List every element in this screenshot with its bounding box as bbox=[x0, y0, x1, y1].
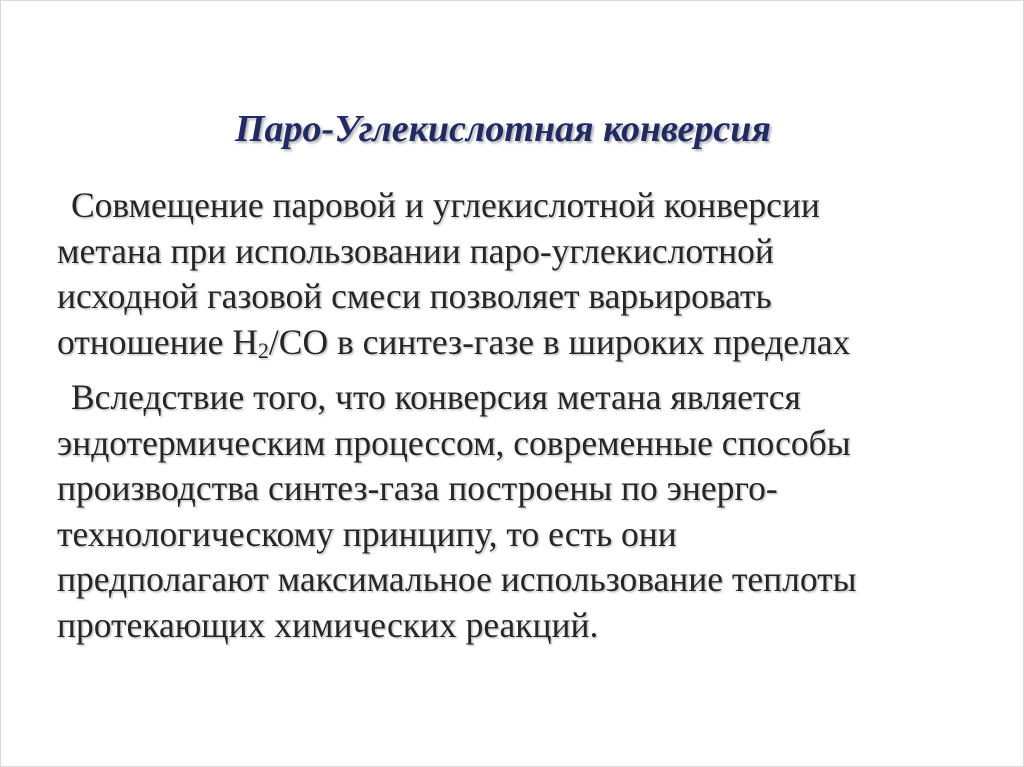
paragraph-endothermic-process bbox=[57, 375, 987, 648]
paragraph-2-line-2: эндотермическим процессом, современные способы bbox=[57, 422, 851, 463]
slide-title: Паро-Углекислотная конверсия bbox=[234, 108, 771, 150]
paragraph-2-line-5: предполагают максимальное использование теплоты bbox=[57, 559, 857, 599]
paragraph-2-line-4: технологическому принципу, то есть они bbox=[57, 513, 677, 554]
slide-body bbox=[57, 183, 987, 648]
ratio-text-prefix: отношение Н bbox=[57, 321, 258, 362]
paragraph-1-line-2: метана при использовании паро-углекислотной bbox=[57, 230, 774, 271]
paragraph-1-line-1: Совмещение паровой и углекислотной конверсии bbox=[71, 185, 820, 225]
paragraph-2-line-1: Вследствие того, что конверсия метана является bbox=[71, 377, 801, 417]
paragraph-1-line-3: исходной газовой смеси позволяет варьировать bbox=[57, 276, 772, 316]
ratio-text-suffix: /СО в синтез-газе в широких пределах bbox=[268, 321, 851, 362]
hydrogen-subscript: 2 bbox=[257, 337, 269, 363]
paragraph-2-line-6: протекающих химических реакций. bbox=[57, 604, 599, 645]
paragraph-2-line-3: производства синтез-газа построены по энерго- bbox=[57, 468, 778, 508]
paragraph-1-line-4 bbox=[57, 320, 987, 366]
paragraph-steam-co2-conversion bbox=[57, 183, 987, 365]
